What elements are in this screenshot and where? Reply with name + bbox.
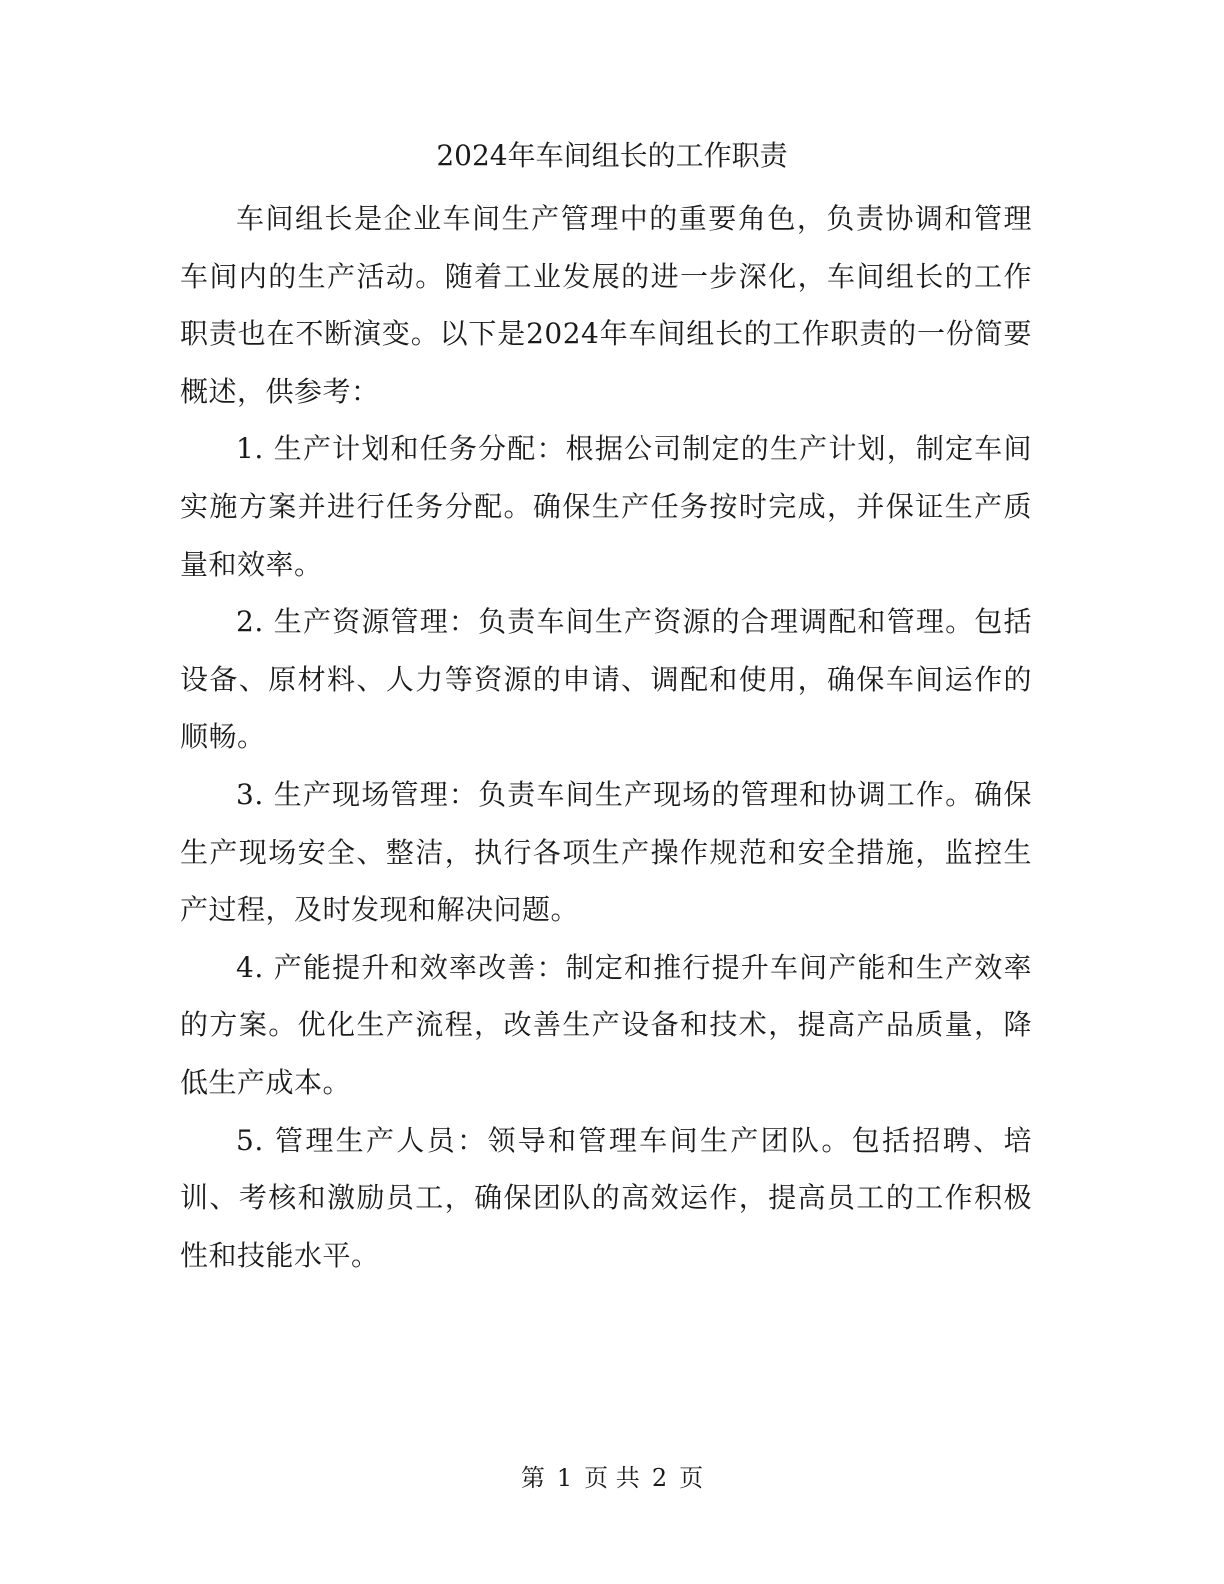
page-footer (0, 1458, 1224, 1498)
footer-total-pages: 2 (651, 1464, 668, 1492)
footer-mid: 页 共 (584, 1464, 640, 1492)
paragraph-item-4: 4. 产能提升和效率改善：制定和推行提升车间产能和生产效率的方案。优化生产流程，改善生产设备和技术，提高产品质量，降低生产成本。 (180, 950, 1032, 1099)
document-title: 2024年车间组长的工作职责 (436, 139, 788, 172)
paragraph-item-1: 1. 生产计划和任务分配：根据公司制定的生产计划，制定车间实施方案并进行任务分配。确保生产任务按时完成，并保证生产质量和效率。 (180, 432, 1032, 581)
footer-prefix: 第 (520, 1464, 545, 1492)
paragraph-item-5: 5. 管理生产人员：领导和管理车间生产团队。包括招聘、培训、考核和激励员工，确保团队的高效运作，提高员工的工作积极性和技能水平。 (180, 1123, 1032, 1272)
paragraph-item-2: 2. 生产资源管理：负责车间生产资源的合理调配和管理。包括设备、原材料、人力等资源的申请、调配和使用，确保车间运作的顺畅。 (180, 605, 1032, 754)
paragraph-intro: 车间组长是企业车间生产管理中的重要角色，负责协调和管理车间内的生产活动。随着工业发展的进一步深化，车间组长的工作职责也在不断演变。以下是2024年车间组长的工作职责的一份简要概述，供参考： (180, 202, 1032, 408)
paragraph-item-3: 3. 生产现场管理：负责车间生产现场的管理和协调工作。确保生产现场安全、整洁，执行各项生产操作规范和安全措施，监控生产过程，及时发现和解决问题。 (180, 777, 1032, 927)
footer-suffix: 页 (679, 1464, 704, 1492)
document-body (180, 190, 1032, 1284)
footer-current-page: 1 (556, 1464, 573, 1492)
